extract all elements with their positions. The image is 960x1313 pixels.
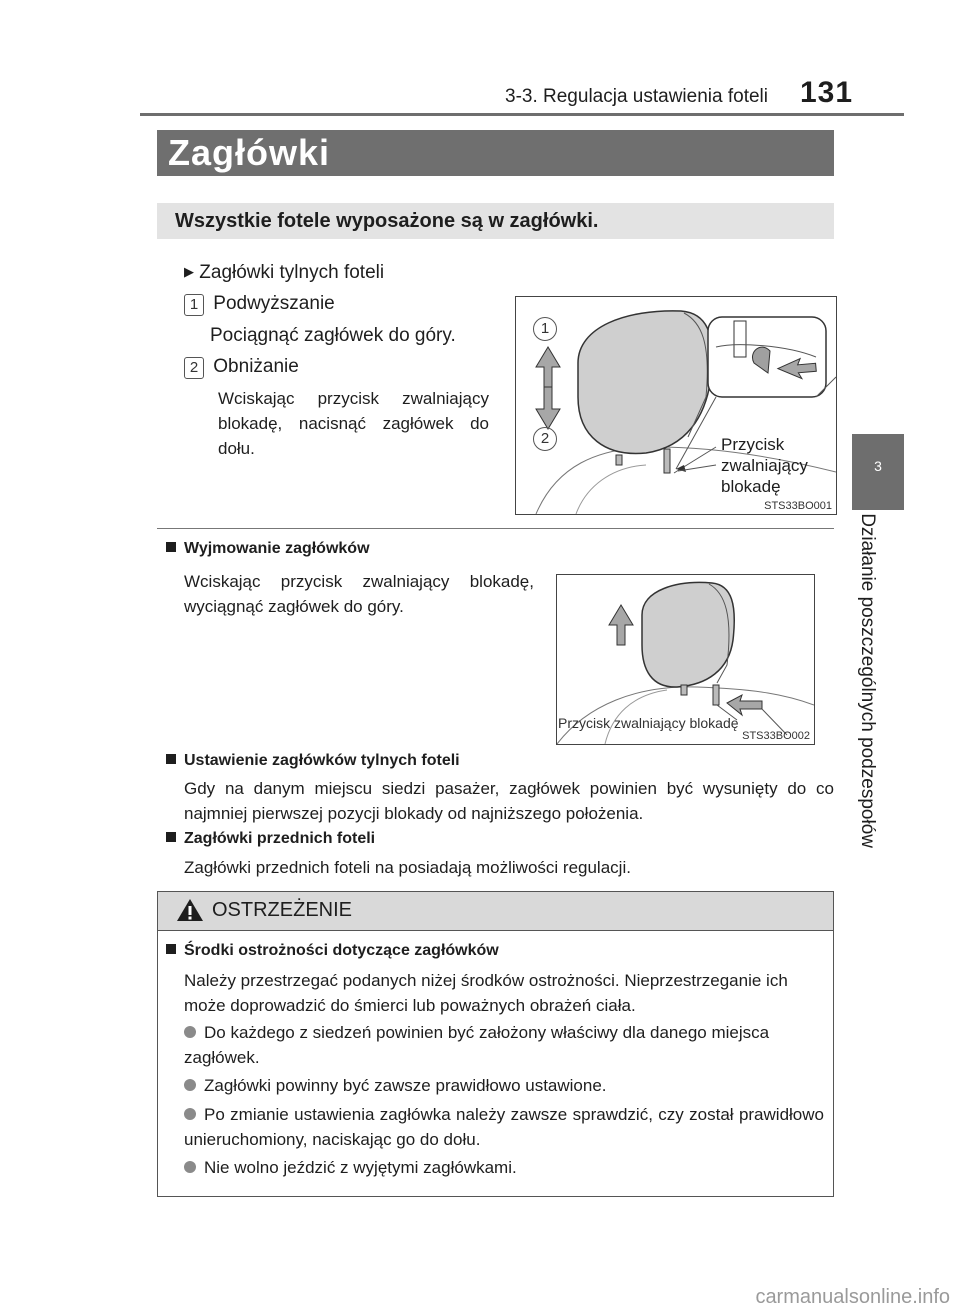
header-rule bbox=[140, 113, 904, 116]
step-lower-label: Obniżanie bbox=[213, 356, 299, 377]
removal-heading: Wyjmowanie zagłówków bbox=[166, 540, 370, 558]
figure1-code: STS33BO001 bbox=[764, 500, 832, 512]
circle-bullet-icon bbox=[184, 1026, 196, 1038]
section-separator bbox=[157, 528, 834, 529]
warning-title: OSTRZEŻENIE bbox=[212, 899, 353, 921]
warning-heading: Środki ostrożności dotyczące zagłówków bbox=[166, 942, 499, 960]
warning-bullet: Po zmianie ustawienia zagłówka należy zawsze sprawdzić, czy został prawidłowo unieruchomiony, naciskając go do dołu. bbox=[184, 1105, 824, 1149]
watermark: carmanualsonline.info bbox=[755, 1286, 950, 1308]
step-lower bbox=[184, 354, 299, 380]
warning-bullet: Zagłówki powinny być zawsze prawidłowo ustawione. bbox=[184, 1073, 824, 1098]
chapter-label: Działanie poszczególnych podzespołów bbox=[857, 513, 878, 848]
square-bullet-icon bbox=[166, 754, 176, 764]
figure-remove-headrest bbox=[556, 574, 815, 745]
warning-intro: Należy przestrzegać podanych niżej środków ostrożności. Nieprzestrzeganie ich może doprowadzić do śmierci lub poważnych obrażeń ciała. bbox=[184, 971, 788, 1015]
warning-bullet: Do każdego z siedzeń powinien być założony właściwy dla danego miejsca zagłówek. bbox=[184, 1023, 770, 1067]
step-number-1: 1 bbox=[184, 294, 204, 316]
adjust-rear-heading: Ustawienie zagłówków tylnych foteli bbox=[166, 752, 460, 770]
section-title: 3-3. Regulacja ustawienia foteli bbox=[505, 86, 768, 107]
step-raise-label: Podwyższanie bbox=[213, 293, 335, 314]
figure-marker-1: 1 bbox=[533, 317, 557, 341]
adjust-rear-text: Gdy na danym miejscu siedzi pasażer, zagłówek powinien być wysunięty do co najmniej pierwszej pozycji blokady od najniższego położenia. bbox=[184, 779, 834, 823]
subtitle: Wszystkie fotele wyposażone są w zagłówki. bbox=[175, 210, 599, 232]
rear-headrests-heading: ▶ Zagłówki tylnych foteli bbox=[184, 262, 385, 283]
figure-rear-headrest bbox=[515, 296, 837, 515]
circle-bullet-icon bbox=[184, 1161, 196, 1173]
front-text: Zagłówki przednich foteli na posiadają możliwości regulacji. bbox=[184, 858, 631, 877]
square-bullet-icon bbox=[166, 944, 176, 954]
figure1-callout: Przycisk zwalniający blokadę bbox=[721, 435, 808, 496]
step-raise bbox=[184, 291, 335, 317]
circle-bullet-icon bbox=[184, 1079, 196, 1091]
warning-bullet: Nie wolno jeździć z wyjętymi zagłówkami. bbox=[184, 1155, 824, 1180]
page-title: Zagłówki bbox=[168, 132, 331, 173]
page-number: 131 bbox=[800, 76, 854, 109]
circle-bullet-icon bbox=[184, 1108, 196, 1120]
front-heading: Zagłówki przednich foteli bbox=[166, 830, 375, 848]
warning-triangle-icon bbox=[176, 898, 204, 922]
square-bullet-icon bbox=[166, 542, 176, 552]
figure-marker-2: 2 bbox=[533, 427, 557, 451]
figure2-code: STS33BO002 bbox=[742, 730, 810, 742]
chapter-number: 3 bbox=[874, 458, 882, 474]
figure2-callout: Przycisk zwalniający blokadę bbox=[558, 715, 739, 731]
square-bullet-icon bbox=[166, 832, 176, 842]
step-raise-text: Pociągnąć zagłówek do góry. bbox=[210, 325, 456, 346]
removal-text: Wciskając przycisk zwalniający blokadę, wyciągnąć zagłówek do góry. bbox=[184, 572, 534, 616]
triangle-bullet-icon: ▶ bbox=[184, 264, 194, 279]
chapter-tab bbox=[852, 434, 904, 510]
step-lower-text: Wciskając przycisk zwalniający blokadę, nacisnąć zagłówek do dołu. bbox=[218, 389, 489, 458]
step-number-2: 2 bbox=[184, 357, 204, 379]
